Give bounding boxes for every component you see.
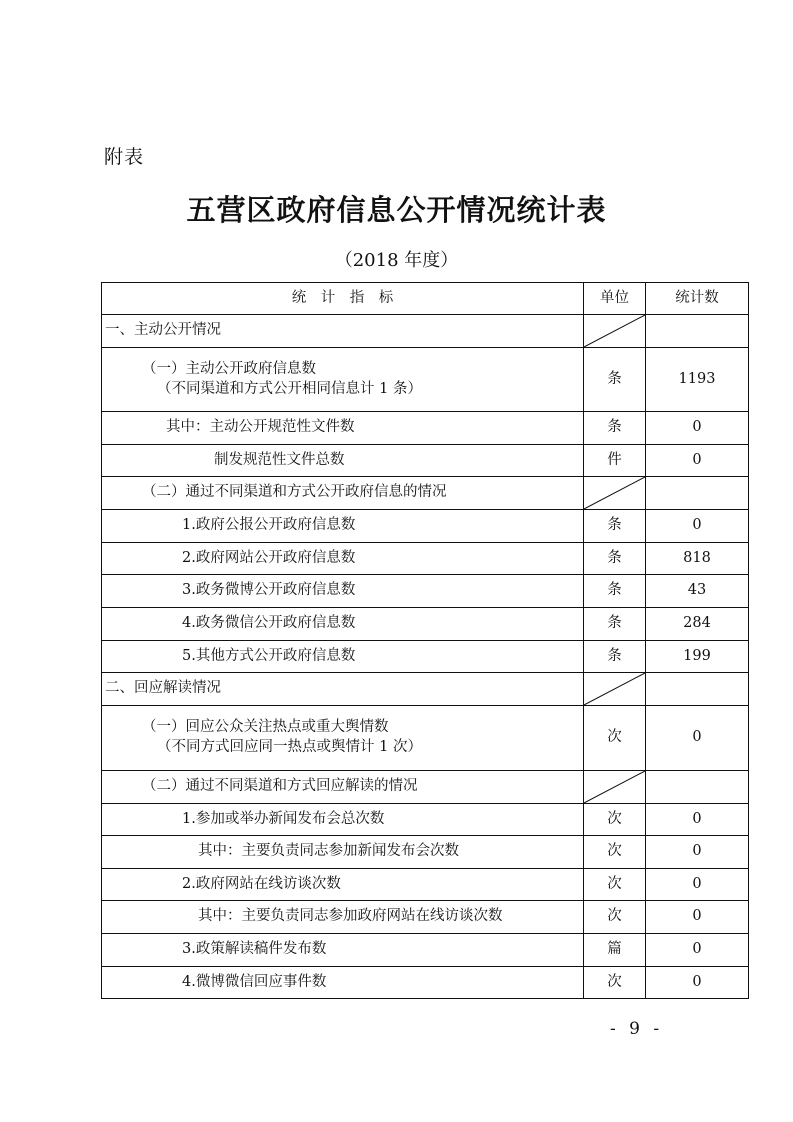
row-value: 0 xyxy=(646,967,749,999)
row-label: 其中：主要负责同志参加政府网站在线访谈次数 xyxy=(102,901,584,934)
table-row xyxy=(102,543,749,575)
table-row xyxy=(102,804,749,836)
page-title: 五营区政府信息公开情况统计表 xyxy=(186,193,607,227)
row-label-main: （一）回应公众关注热点或重大舆情数 xyxy=(142,719,389,736)
row-unit: 篇 xyxy=(584,934,646,967)
row-value: 284 xyxy=(646,608,749,641)
row-label: （二）通过不同渠道和方式回应解读的情况 xyxy=(102,771,584,804)
row-label xyxy=(102,706,584,771)
row-label: （二）通过不同渠道和方式公开政府信息的情况 xyxy=(102,477,584,510)
diagonal-cell xyxy=(584,771,646,804)
row-value: 0 xyxy=(646,445,749,477)
row-value: 0 xyxy=(646,869,749,901)
table-row xyxy=(102,445,749,477)
row-label-note: （不同渠道和方式公开相同信息计 1 条） xyxy=(157,380,422,397)
row-label: 1.政府公报公开政府信息数 xyxy=(102,510,584,543)
row-unit: 条 xyxy=(584,412,646,445)
row-unit: 件 xyxy=(584,445,646,477)
row-unit: 条 xyxy=(584,543,646,575)
table-row xyxy=(102,901,749,934)
year-subtitle: （2018 年度） xyxy=(334,250,459,271)
attachment-label: 附表 xyxy=(104,146,145,168)
row-unit: 次 xyxy=(584,901,646,934)
table-row xyxy=(102,934,749,967)
row-label xyxy=(102,348,584,412)
table-row xyxy=(102,412,749,445)
row-label: 制发规范性文件总数 xyxy=(102,445,584,477)
header-count: 统计数 xyxy=(646,283,749,315)
row-label-main: （一）主动公开政府信息数 xyxy=(142,360,316,377)
row-value xyxy=(646,771,749,804)
row-label: 2.政府网站公开政府信息数 xyxy=(102,543,584,575)
row-value: 0 xyxy=(646,804,749,836)
table-row xyxy=(102,608,749,641)
row-unit: 次 xyxy=(584,836,646,869)
table-row xyxy=(102,348,749,412)
table-row xyxy=(102,706,749,771)
row-label: 一、主动公开情况 xyxy=(102,315,584,348)
row-value: 199 xyxy=(646,641,749,673)
row-label: 5.其他方式公开政府信息数 xyxy=(102,641,584,673)
row-label: 二、回应解读情况 xyxy=(102,673,584,706)
row-value: 0 xyxy=(646,836,749,869)
row-unit: 次 xyxy=(584,706,646,771)
header-unit: 单位 xyxy=(584,283,646,315)
row-label: 1.参加或举办新闻发布会总次数 xyxy=(102,804,584,836)
row-unit: 条 xyxy=(584,348,646,412)
page-number: - 9 - xyxy=(610,1019,664,1039)
table-row xyxy=(102,967,749,999)
row-value xyxy=(646,315,749,348)
statistics-table xyxy=(101,282,749,999)
table-row xyxy=(102,673,749,706)
table-header-row xyxy=(102,283,749,315)
table-row xyxy=(102,836,749,869)
row-label: 4.政务微信公开政府信息数 xyxy=(102,608,584,641)
row-value xyxy=(646,673,749,706)
diagonal-cell xyxy=(584,477,646,510)
row-unit: 次 xyxy=(584,804,646,836)
row-label: 2.政府网站在线访谈次数 xyxy=(102,869,584,901)
table-row xyxy=(102,510,749,543)
row-label: 其中：主要负责同志参加新闻发布会次数 xyxy=(102,836,584,869)
row-value: 0 xyxy=(646,412,749,445)
table-row xyxy=(102,869,749,901)
row-unit: 条 xyxy=(584,575,646,608)
table-row xyxy=(102,315,749,348)
row-value xyxy=(646,477,749,510)
diagonal-cell xyxy=(584,673,646,706)
row-value: 0 xyxy=(646,510,749,543)
table-row xyxy=(102,771,749,804)
diagonal-cell xyxy=(584,315,646,348)
row-value: 0 xyxy=(646,934,749,967)
header-indicator: 统 计 指 标 xyxy=(102,283,584,315)
row-value: 43 xyxy=(646,575,749,608)
row-value: 1193 xyxy=(646,348,749,412)
table-row xyxy=(102,477,749,510)
row-value: 818 xyxy=(646,543,749,575)
row-value: 0 xyxy=(646,901,749,934)
table-row xyxy=(102,575,749,608)
row-label: 3.政务微博公开政府信息数 xyxy=(102,575,584,608)
row-label: 4.微博微信回应事件数 xyxy=(102,967,584,999)
row-unit: 条 xyxy=(584,608,646,641)
row-label-note: （不同方式回应同一热点或舆情计 1 次） xyxy=(157,739,422,755)
row-unit: 条 xyxy=(584,641,646,673)
row-value: 0 xyxy=(646,706,749,771)
row-unit: 次 xyxy=(584,869,646,901)
row-unit: 条 xyxy=(584,510,646,543)
table-row xyxy=(102,641,749,673)
row-label: 3.政策解读稿件发布数 xyxy=(102,934,584,967)
row-unit: 次 xyxy=(584,967,646,999)
row-label: 其中：主动公开规范性文件数 xyxy=(102,412,584,445)
